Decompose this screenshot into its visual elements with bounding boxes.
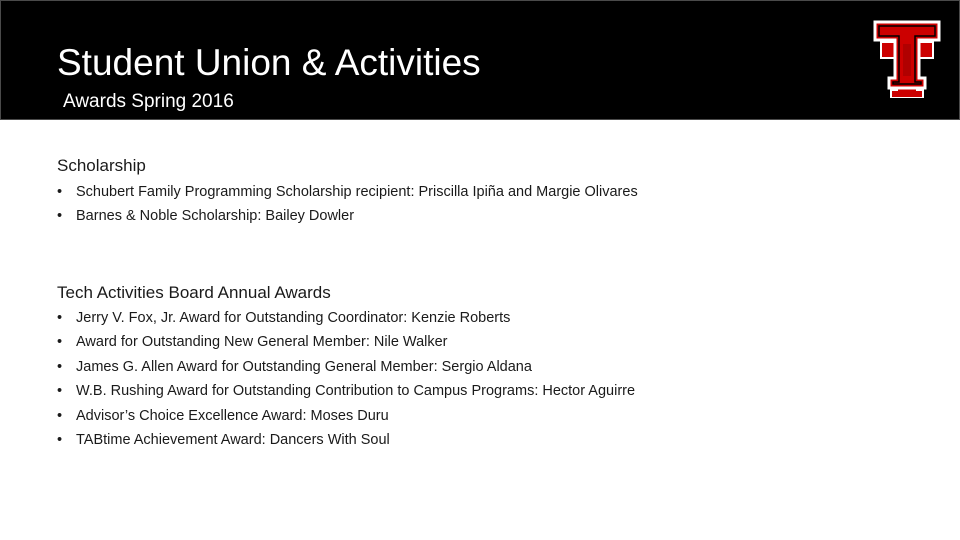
list-item-text: Barnes & Noble Scholarship: Bailey Dowler	[76, 208, 355, 225]
list-item	[57, 355, 635, 379]
double-t-logo-icon	[873, 20, 941, 98]
list-item	[57, 404, 635, 428]
list-item	[57, 306, 635, 330]
tab-awards-heading: Tech Activities Board Annual Awards	[57, 283, 331, 302]
list-item	[57, 180, 638, 204]
list-item-text: Schubert Family Programming Scholarship recipient: Priscilla Ipiña and Margie Olivares	[76, 184, 638, 200]
list-item	[57, 204, 638, 228]
list-item	[57, 330, 635, 354]
page-subtitle: Awards Spring 2016	[63, 91, 234, 112]
bullet: •	[57, 334, 63, 351]
list-item	[57, 379, 635, 403]
bullet: •	[57, 432, 63, 449]
bullet: •	[57, 184, 63, 200]
list-item-text: James G. Allen Award for Outstanding General Member: Sergio Aldana	[76, 358, 532, 375]
list-item-text: Jerry V. Fox, Jr. Award for Outstanding Coordinator: Kenzie Roberts	[76, 310, 511, 326]
page-title: Student Union & Activities	[57, 42, 481, 83]
list-item-text: TABtime Achievement Award: Dancers With Soul	[76, 432, 390, 449]
scholarship-list	[57, 180, 638, 229]
list-item-text: W.B. Rushing Award for Outstanding Contribution to Campus Programs: Hector Aguirre	[76, 383, 636, 400]
bullet: •	[57, 208, 63, 225]
bullet: •	[57, 358, 63, 375]
list-item	[57, 428, 635, 452]
list-item-text: Advisor’s Choice Excellence Award: Moses Duru	[76, 407, 389, 424]
bullet: •	[57, 310, 63, 326]
scholarship-heading: Scholarship	[57, 156, 146, 175]
bullet: •	[57, 383, 63, 400]
tab-awards-list	[57, 306, 635, 452]
list-item-text: Award for Outstanding New General Member: Nile Walker	[76, 334, 448, 351]
bullet: •	[57, 407, 63, 424]
header-banner	[0, 0, 960, 120]
